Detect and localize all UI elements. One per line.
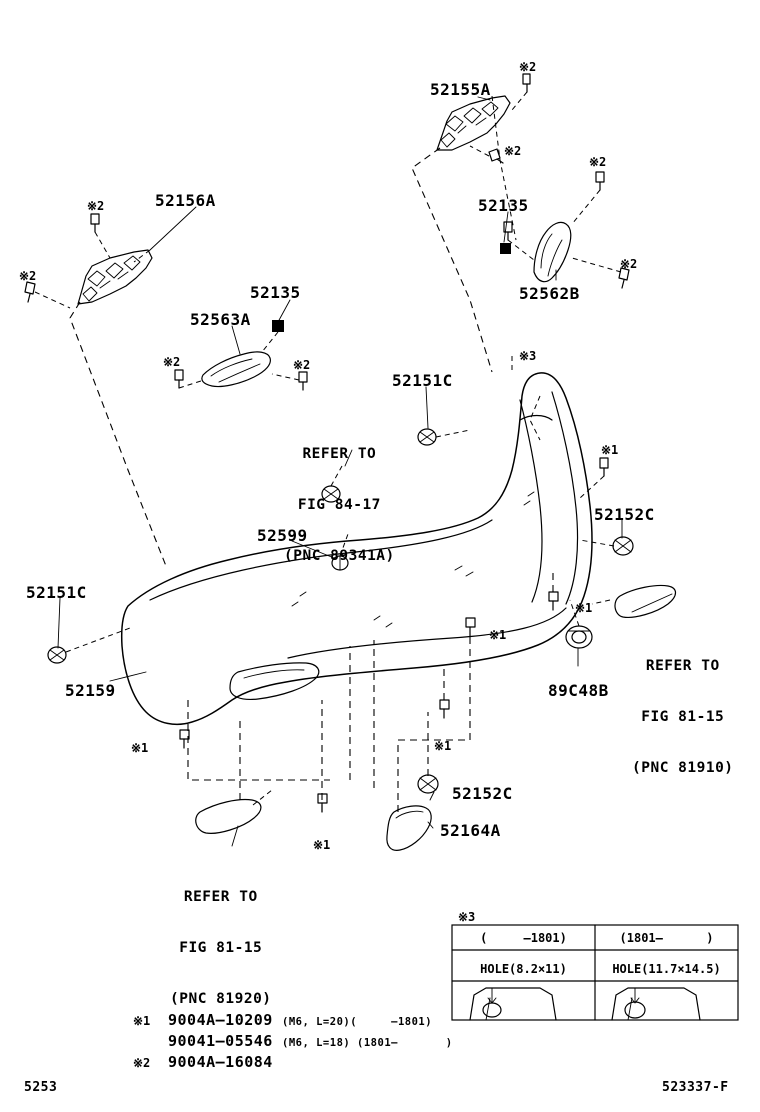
note-table-col1-header: ( –1801) bbox=[480, 931, 567, 945]
refer-block-84-17[interactable] bbox=[284, 412, 395, 599]
refer-block-81-15-81910[interactable] bbox=[632, 624, 734, 811]
mark-2-c: ※2 bbox=[589, 155, 607, 169]
mark-1-b: ※1 bbox=[575, 601, 593, 615]
mark-2-b: ※2 bbox=[504, 144, 522, 158]
legend-spec-1a: (M6, L=20)( –1801) bbox=[282, 1016, 433, 1028]
bracket-52562b bbox=[534, 222, 571, 281]
part-label-52152c-right[interactable]: 52152C bbox=[594, 505, 655, 524]
legend-part-1a[interactable]: 9004A–10209 bbox=[168, 1011, 273, 1029]
legend-part-1b[interactable]: 90041–05546 bbox=[168, 1032, 273, 1050]
legend-mark-1: ※1 bbox=[133, 1014, 151, 1028]
note-table-col1-sub: HOLE(8.2×11) bbox=[480, 962, 567, 976]
mark-1-e: ※1 bbox=[434, 739, 452, 753]
reflector-81910 bbox=[615, 585, 676, 617]
refer-line-1: REFER TO bbox=[645, 658, 720, 674]
refer-line-1: REFER TO bbox=[183, 889, 258, 905]
part-label-52159[interactable]: 52159 bbox=[65, 681, 116, 700]
mark-2-a: ※2 bbox=[519, 60, 537, 74]
mark-1-d: ※1 bbox=[131, 741, 149, 755]
note-table-col2-sub: HOLE(11.7×14.5) bbox=[612, 962, 721, 976]
part-label-52151c-left[interactable]: 52151C bbox=[26, 583, 87, 602]
mark-2-e: ※2 bbox=[19, 269, 37, 283]
sheet-code: 5253 bbox=[24, 1080, 58, 1095]
reflector-81920 bbox=[196, 800, 261, 834]
mark-3-a: ※3 bbox=[519, 349, 537, 363]
part-label-52563a[interactable]: 52563A bbox=[190, 310, 251, 329]
part-label-52156a[interactable]: 52156A bbox=[155, 191, 216, 210]
part-label-52135-left[interactable]: 52135 bbox=[250, 283, 301, 302]
mark-2-d: ※2 bbox=[87, 199, 105, 213]
note-table-col2-header: (1801– ) bbox=[619, 931, 714, 945]
part-label-89c48b[interactable]: 89C48B bbox=[548, 681, 609, 700]
clip-52151c-left bbox=[48, 647, 66, 663]
refer-line-1: REFER TO bbox=[302, 446, 377, 462]
part-label-52135-right[interactable]: 52135 bbox=[478, 196, 529, 215]
retainer-52155a bbox=[437, 96, 510, 150]
refer-line-2: FIG 81-15 bbox=[641, 709, 725, 725]
legend-part-2a[interactable]: 9004A–16084 bbox=[168, 1053, 273, 1071]
refer-line-3: (PNC 81920) bbox=[170, 991, 272, 1007]
note-table-marker: ※3 bbox=[458, 910, 476, 924]
clip-52135-right bbox=[500, 243, 511, 254]
part-label-52151c-upper[interactable]: 52151C bbox=[392, 371, 453, 390]
refer-line-2: FIG 84-17 bbox=[297, 497, 381, 513]
bracket-52563a bbox=[202, 352, 271, 387]
mark-1-c: ※1 bbox=[489, 628, 507, 642]
part-label-52599[interactable]: 52599 bbox=[257, 526, 308, 545]
legend-mark-2: ※2 bbox=[133, 1056, 151, 1070]
drawing-number: 523337-F bbox=[662, 1080, 729, 1095]
part-label-52562b[interactable]: 52562B bbox=[519, 284, 580, 303]
legend-spec-1b: (M6, L=18) (1801– ) bbox=[282, 1037, 453, 1049]
reflector-52164a bbox=[387, 806, 431, 850]
mark-1-f: ※1 bbox=[313, 838, 331, 852]
retainer-52156a bbox=[78, 250, 152, 304]
refer-line-3: (PNC 81910) bbox=[632, 760, 734, 776]
mark-2-f: ※2 bbox=[620, 257, 638, 271]
refer-line-2: FIG 81-15 bbox=[179, 940, 263, 956]
part-label-52152c-lower[interactable]: 52152C bbox=[452, 784, 513, 803]
mark-2-g: ※2 bbox=[163, 355, 181, 369]
part-label-52155a[interactable]: 52155A bbox=[430, 80, 491, 99]
clip-52152c-lower bbox=[418, 775, 438, 793]
refer-line-3: (PNC 89341A) bbox=[284, 548, 395, 564]
mark-1-a: ※1 bbox=[601, 443, 619, 457]
clip-52152c-right bbox=[613, 537, 633, 555]
mark-2-h: ※2 bbox=[293, 358, 311, 372]
clip-52151c-upper bbox=[418, 429, 436, 445]
sensor-89c48b bbox=[566, 626, 592, 648]
part-label-52164a[interactable]: 52164A bbox=[440, 821, 501, 840]
